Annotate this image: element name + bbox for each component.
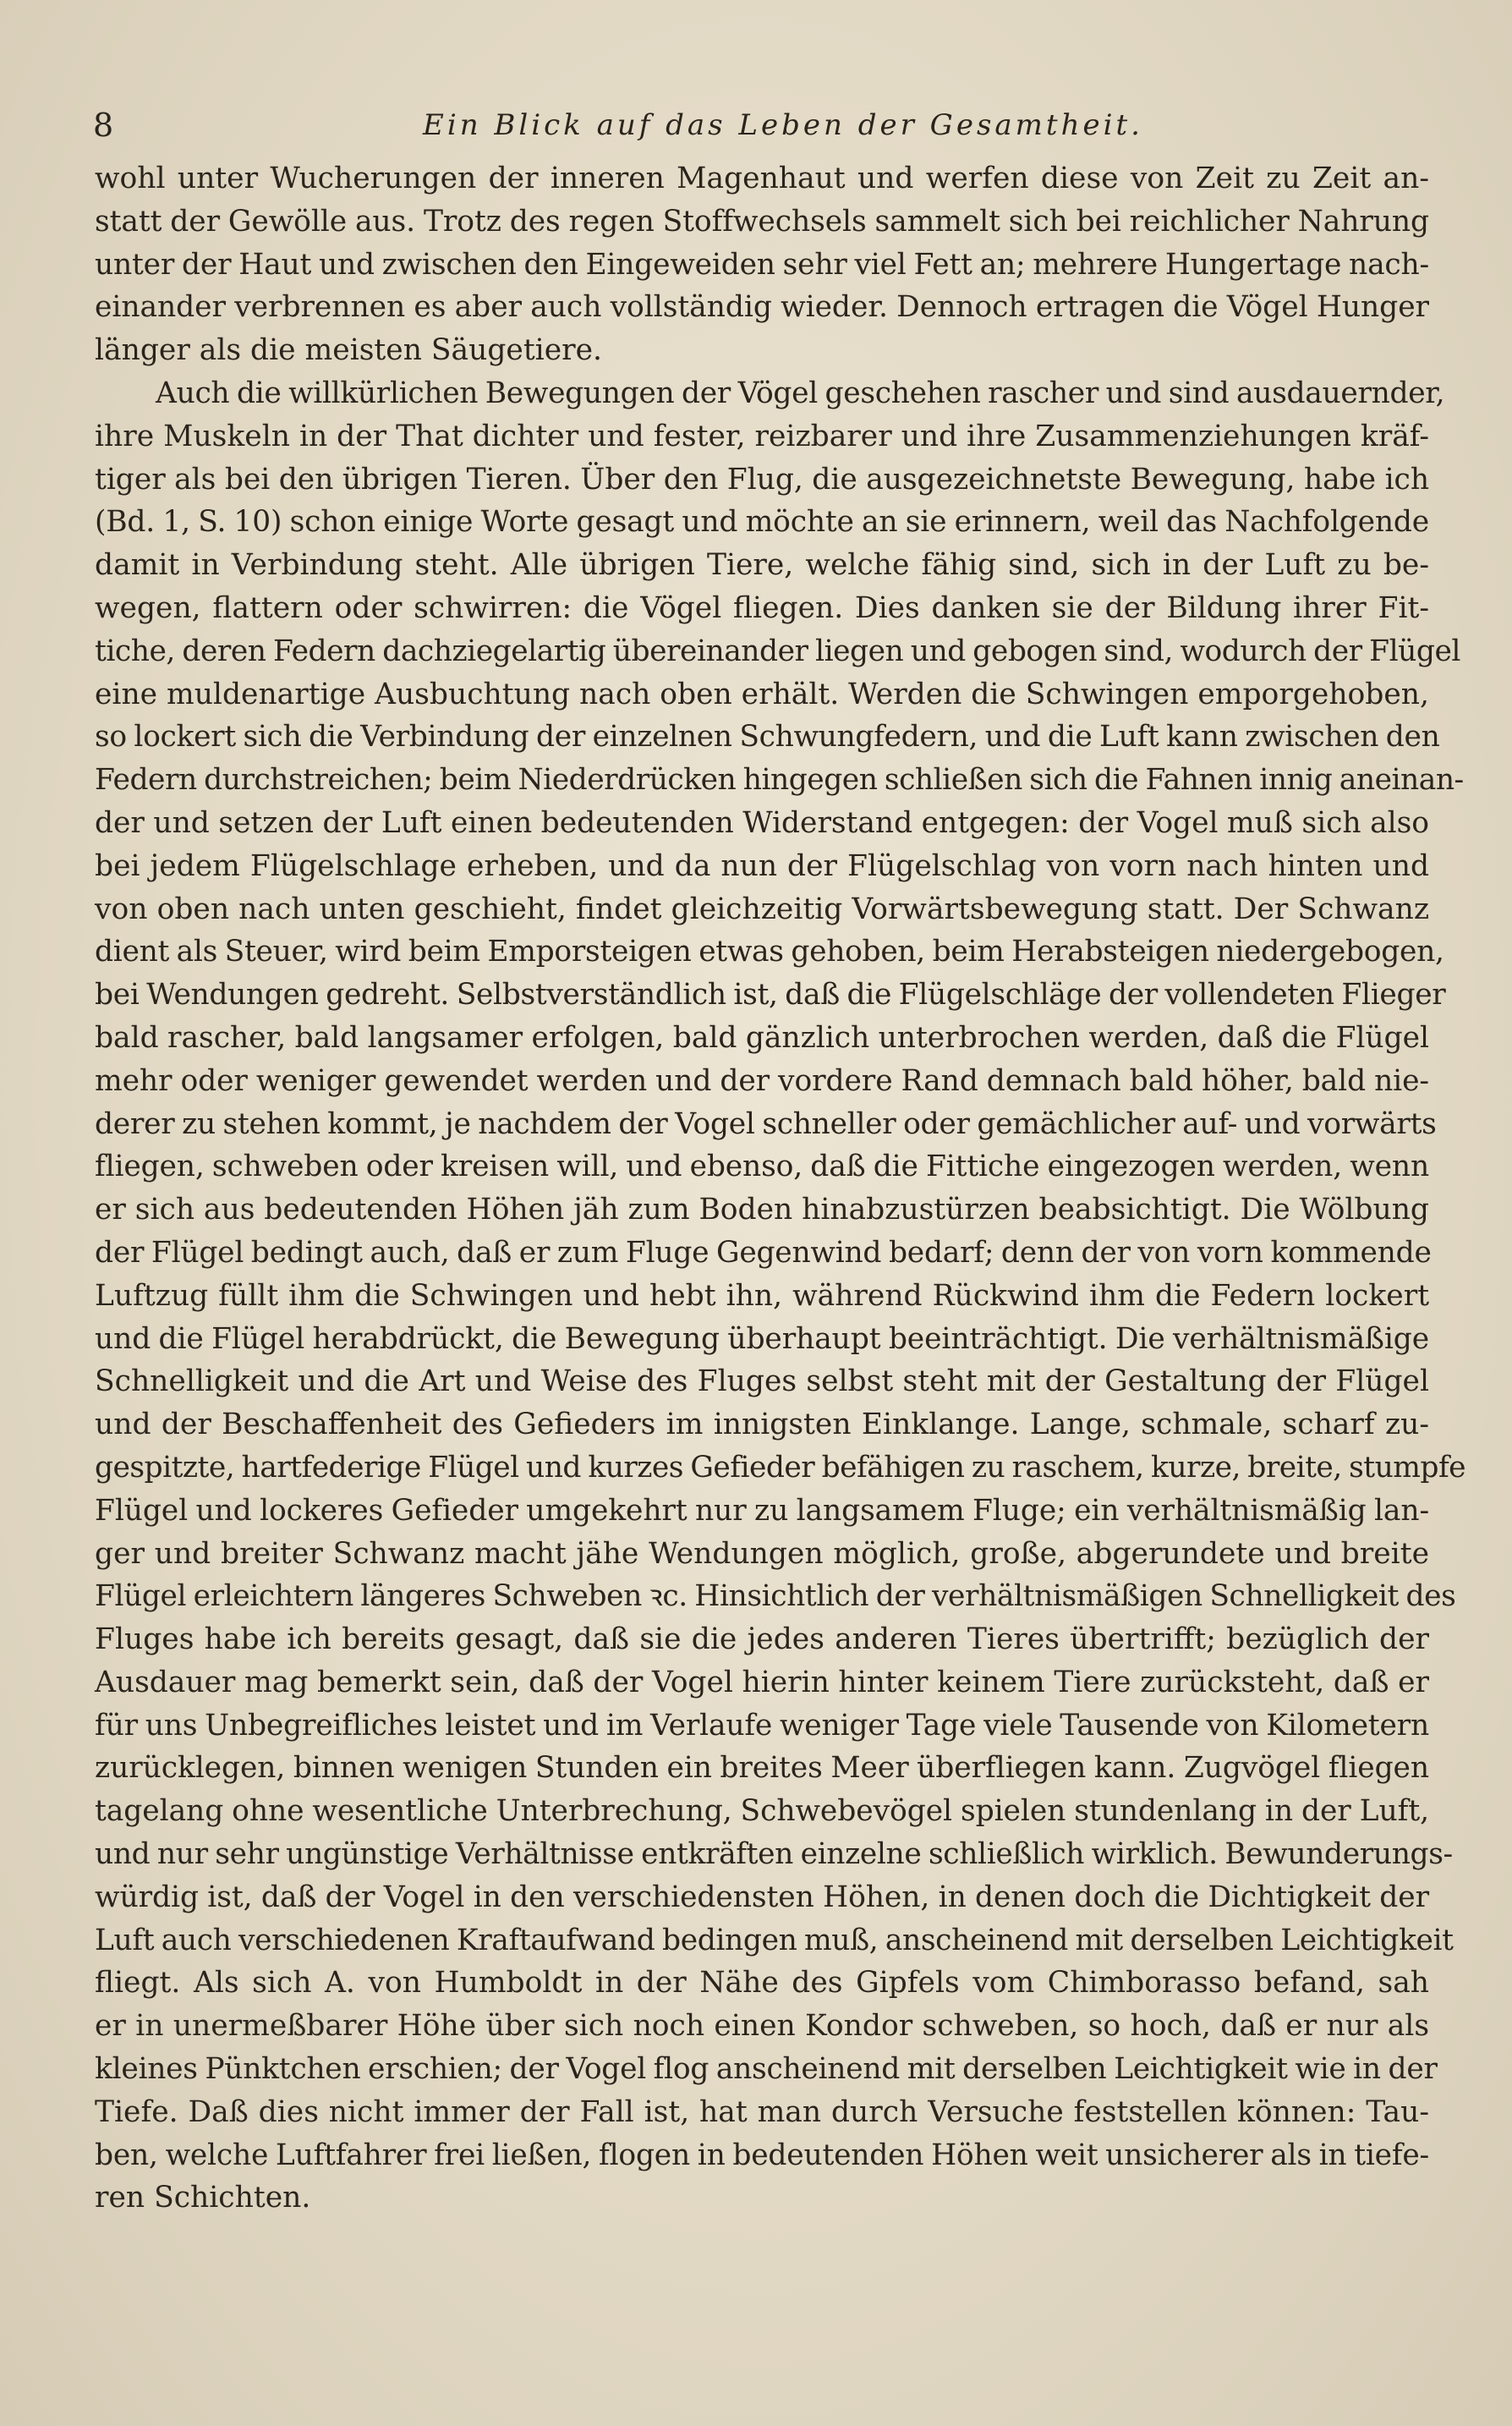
text-line: eine muldenartige Ausbuchtung nach oben erhält. Werden die Schwingen emporgehoben, — [95, 677, 1429, 711]
text-line: und der Beschaffenheit des Gefieders im innigsten Einklange. Lange, schmale, scharf zu- — [95, 1408, 1429, 1442]
text-line: und nur sehr ungünstige Verhältnisse entkräften einzelne schließlich wirklich. Bewunderungs- — [95, 1837, 1453, 1872]
text-line: er in unermeßbarer Höhe über sich noch einen Kondor schweben, so hoch, daß er nur als — [95, 2009, 1430, 2044]
text-line: länger als die meisten Säugetiere. — [95, 333, 603, 368]
text-line: Tiefe. Daß dies nicht immer der Fall ist, hat man durch Versuche feststellen können: Tau- — [95, 2094, 1429, 2129]
text-line: damit in Verbindung steht. Alle übrigen Tiere, welche fähig sind, sich in der Luft zu be- — [95, 548, 1429, 583]
text-line: Fluges habe ich bereits gesagt, daß sie die jedes anderen Tieres übertrifft; bezüglich der — [95, 1622, 1429, 1657]
text-line: bei jedem Flügelschlage erheben, und da nun der Flügelschlag von vorn nach hinten und — [95, 848, 1430, 883]
text-line: Luft auch verschiedenen Kraftaufwand bedingen muß, anscheinend mit derselben Leichtigkeit — [95, 1923, 1454, 1957]
text-line: tiche, deren Federn dachziegelartig übereinander liegen und gebogen sind, wodurch der Flügel — [95, 634, 1460, 668]
text-line: wegen, flattern oder schwirren: die Vögel fliegen. Dies danken sie der Bildung ihrer Fit- — [95, 590, 1430, 625]
text-line: bald rascher, bald langsamer erfolgen, bald gänzlich unterbrochen werden, daß die Flügel — [95, 1020, 1429, 1055]
text-line: ihre Muskeln in der That dichter und fester, reizbarer und ihre Zusammenziehungen kräf- — [95, 419, 1429, 453]
text-line: tagelang ohne wesentliche Unterbrechung, Schwebevögel spielen stundenlang in der Luft, — [95, 1794, 1429, 1829]
text-line: und die Flügel herabdrückt, die Bewegung überhaupt beeinträchtigt. Die verhältnismäßige — [95, 1321, 1429, 1356]
running-title: Ein Blick auf das Leben der Gesamtheit. — [423, 108, 1143, 142]
text-line: Flügel und lockeres Gefieder umgekehrt nur zu langsamem Fluge; ein verhältnismäßig lan- — [95, 1493, 1429, 1528]
text-line: unter der Haut und zwischen den Eingeweiden sehr viel Fett an; mehrere Hungertage nach- — [95, 247, 1429, 282]
text-line: ben, welche Luftfahrer frei ließen, flogen in bedeutenden Höhen weit unsicherer als in tiefe- — [95, 2138, 1429, 2172]
text-line: zurücklegen, binnen wenigen Stunden ein breites Meer überfliegen kann. Zugvögel fliegen — [95, 1751, 1429, 1786]
text-line: Federn durchstreichen; beim Niederdrücken hingegen schließen sich die Fahnen innig aneinan- — [95, 763, 1464, 798]
paragraph-1 — [95, 157, 1429, 372]
text-line: statt der Gewölle aus. Trotz des regen Stoffwechsels sammelt sich bei reichlicher Nahrung — [95, 204, 1429, 239]
text-line: mehr oder weniger gewendet werden und der vordere Rand demnach bald höher, bald nie- — [95, 1063, 1429, 1098]
text-line: Flügel erleichtern längeres Schweben ꝛc. Hinsichtlich der verhältnismäßigen Schnelligkeit des — [95, 1579, 1456, 1614]
text-line: Auch die willkürlichen Bewegungen der Vögel geschehen rascher und sind ausdauernder, — [156, 376, 1445, 410]
text-line: fliegt. Als sich A. von Humboldt in der Nähe des Gipfels vom Chimborasso befand, sah — [95, 1966, 1429, 2001]
text-line: so lockert sich die Verbindung der einzelnen Schwungfedern, und die Luft kann zwischen den — [95, 720, 1440, 755]
body-text — [95, 157, 1466, 2220]
text-line: fliegen, schweben oder kreisen will, und ebenso, daß die Fittiche eingezogen werden, wenn — [95, 1150, 1429, 1184]
text-line: er sich aus bedeutenden Höhen jäh zum Boden hinabzustürzen beabsichtigt. Die Wölbung — [95, 1193, 1429, 1227]
paragraph-2 — [95, 372, 1466, 2220]
text-line: tiger als bei den übrigen Tieren. Über den Flug, die ausgezeichnetste Bewegung, habe ich — [95, 462, 1429, 497]
text-line: derer zu stehen kommt, je nachdem der Vogel schneller oder gemächlicher auf- und vorwärts — [95, 1106, 1437, 1141]
text-line: ger und breiter Schwanz macht jähe Wendungen möglich, große, abgerundete und breite — [95, 1536, 1429, 1571]
text-line: bei Wendungen gedreht. Selbstverständlich ist, daß die Flügelschläge der vollendeten Flieger — [95, 978, 1446, 1013]
text-line: von oben nach unten geschieht, findet gleichzeitig Vorwärtsbewegung statt. Der Schwanz — [95, 892, 1429, 926]
text-line: ren Schichten. — [95, 2181, 311, 2215]
text-line: wohl unter Wucherungen der inneren Magenhaut und werfen diese von Zeit zu Zeit an- — [95, 162, 1429, 195]
text-line: gespitzte, hartfederige Flügel und kurzes Gefieder befähigen zu raschem, kurze, breite, stumpfe — [95, 1450, 1466, 1485]
page-header — [93, 100, 1446, 151]
page-number: 8 — [93, 107, 114, 144]
text-line: der und setzen der Luft einen bedeutenden Widerstand entgegen: der Vogel muß sich also — [95, 805, 1429, 840]
text-line: der Flügel bedingt auch, daß er zum Fluge Gegenwind bedarf; denn der von vorn kommende — [95, 1235, 1432, 1270]
text-line: Schnelligkeit und die Art und Weise des Fluges selbst steht mit der Gestaltung der Flügel — [95, 1364, 1429, 1399]
text-line: für uns Unbegreifliches leistet und im Verlaufe weniger Tage viele Tausende von Kilometern — [95, 1708, 1429, 1743]
text-line: kleines Pünktchen erschien; der Vogel flog anscheinend mit derselben Leichtigkeit wie in der — [95, 2052, 1438, 2087]
text-line: einander verbrennen es aber auch vollständig wieder. Dennoch ertragen die Vögel Hunger — [95, 290, 1429, 325]
text-line: dient als Steuer, wird beim Emporsteigen etwas gehoben, beim Herabsteigen niedergebogen, — [95, 935, 1444, 969]
text-line: (Bd. 1, S. 10) schon einige Worte gesagt und möchte an sie erinnern, weil das Nachfolgende — [95, 505, 1429, 540]
text-line: Ausdauer mag bemerkt sein, daß der Vogel hierin hinter keinem Tiere zurücksteht, daß er — [95, 1665, 1429, 1699]
text-line: Luftzug füllt ihm die Schwingen und hebt ihn, während Rückwind ihm die Federn lockert — [95, 1278, 1430, 1313]
text-line: würdig ist, daß der Vogel in den verschiedensten Höhen, in denen doch die Dichtigkeit der — [95, 1880, 1429, 1914]
